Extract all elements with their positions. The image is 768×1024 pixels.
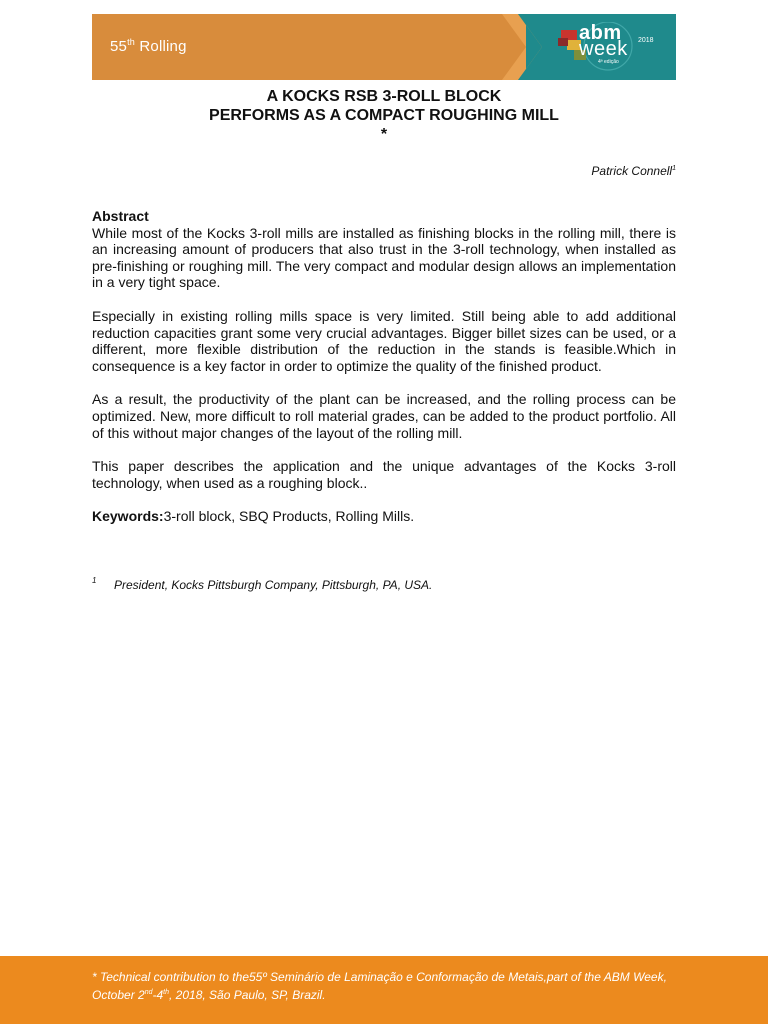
author: Patrick Connell$^1$	[591, 164, 676, 178]
keywords-text: 3-roll block, SBQ Products, Rolling Mills.	[163, 508, 415, 525]
abstract-paragraph-4: This paper describes the application and the unique advantages of the Kocks 3-roll technology, when used as a roughing block..	[92, 458, 676, 491]
title-line-1: A KOCKS RSB 3-ROLL BLOCK	[266, 88, 502, 105]
title-line-3: *	[380, 126, 388, 143]
abm-week-logo	[556, 22, 656, 74]
abstract-section	[92, 208, 676, 542]
header-banner	[92, 14, 676, 80]
logo-abm-text: abm	[579, 22, 622, 44]
footer-bar	[0, 956, 768, 1024]
keywords	[92, 508, 676, 525]
footnote-text: President, Kocks Pittsburgh Company, Pittsburgh, PA, USA.	[114, 578, 433, 592]
paper-title	[92, 87, 676, 144]
logo-week-text: week	[579, 38, 628, 60]
abstract-paragraph-3: As a result, the productivity of the plant can be increased, and the rolling process can be optimized. New, more difficult to roll material grades, can be added to the product portfolio. All of this without major changes of the layout of the rolling mill.	[92, 391, 676, 441]
abstract-paragraph-2: Especially in existing rolling mills space is very limited. Still being able to add additional reduction capacities grant some very crucial advantages. Bigger billet sizes can be used, or a different, more flexible distribution of the reduction in the stands is feasible.Which in consequence is a key factor in order to optimize the quality of the finished product.	[92, 307, 676, 374]
keywords-label: Keywords:	[92, 508, 164, 525]
logo-year: 2018	[638, 37, 654, 44]
title-line-2: PERFORMS AS A COMPACT ROUGHING MILL	[209, 107, 559, 124]
abstract-paragraph-1: While most of the Kocks 3-roll mills are installed as finishing blocks in the rolling mill, there is an increasing amount of producers that also trust in the 3-roll technology, when installed as pre-finishing or roughing mill. The very compact and modular design allows an implementation in a very tight space.	[92, 224, 676, 291]
event-label: 55th Rolling	[110, 37, 187, 55]
banner-chevron	[502, 14, 542, 80]
footnote-number: 1	[92, 576, 97, 585]
abstract-heading: Abstract	[92, 208, 149, 224]
footer-text: * Technical contribution to the55º Seminário de Laminação e Conformação de Metais,part of the ABM Week, October 2nd-4th, 2018, São Paulo, SP, Brazil.	[92, 970, 667, 1002]
logo-edition: 4ª edição	[598, 59, 619, 65]
